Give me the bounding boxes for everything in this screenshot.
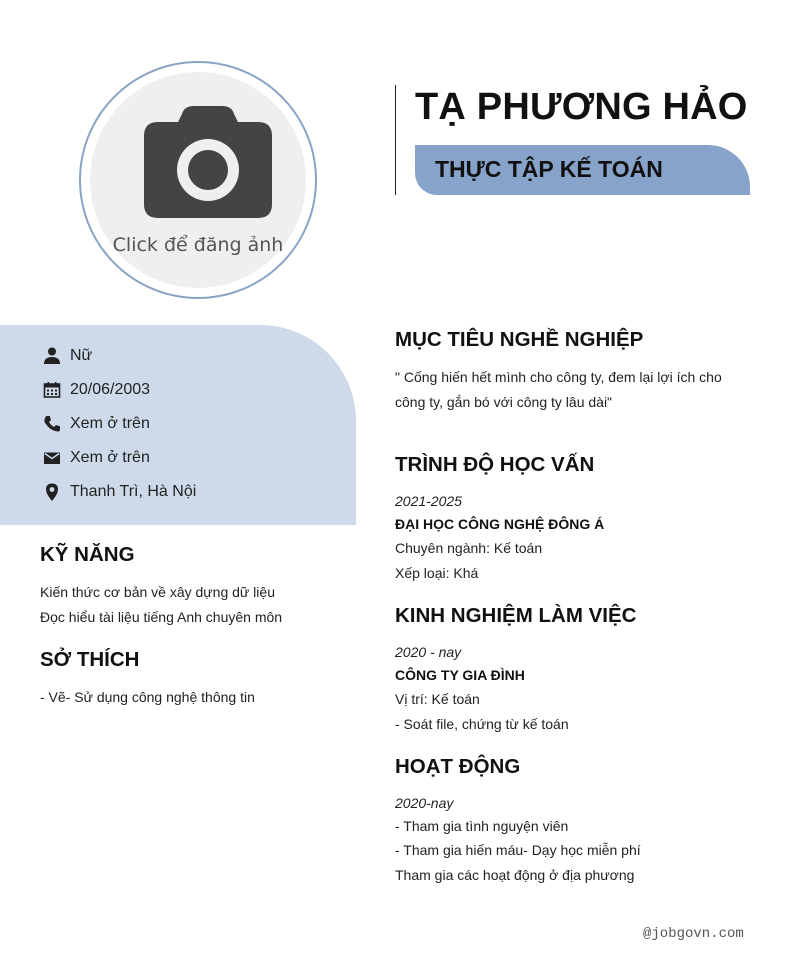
- phone-icon: [42, 414, 62, 434]
- education-title: TRÌNH ĐỘ HỌC VẤN: [395, 453, 595, 476]
- experience-line: - Soát file, chứng từ kế toán: [395, 716, 569, 732]
- experience-line: Vị trí: Kế toán: [395, 691, 480, 707]
- objective-text: " Cống hiến hết mình cho công ty, đem lại lợi ích cho công ty, gắn bó với công ty lâu dài": [395, 369, 722, 410]
- experience-period: 2020 - nay: [395, 644, 462, 660]
- avatar-upload[interactable]: [79, 61, 317, 299]
- experience-company: CÔNG TY GIA ĐÌNH: [395, 667, 525, 683]
- phone-value: Xem ở trên: [70, 415, 150, 432]
- skill-item: Đọc hiểu tài liệu tiếng Anh chuyên môn: [40, 609, 283, 625]
- contact-panel: [0, 325, 356, 525]
- activity-item: Tham gia các hoạt động ở địa phương: [395, 867, 635, 883]
- camera-icon: [142, 104, 274, 224]
- header-divider: [395, 85, 396, 195]
- education-school: ĐẠI HỌC CÔNG NGHỆ ĐÔNG Á: [395, 516, 605, 532]
- contact-email: [42, 447, 150, 469]
- education-period: 2021-2025: [395, 493, 462, 509]
- education-line: Chuyên ngành: Kế toán: [395, 540, 543, 556]
- position-title: THỰC TẬP KẾ TOÁN: [435, 156, 663, 182]
- email-value: Xem ở trên: [70, 449, 150, 466]
- address-value: Thanh Trì, Hà Nội: [70, 483, 197, 500]
- contact-gender: [42, 345, 92, 367]
- contact-phone: [42, 413, 150, 435]
- calendar-icon: [42, 380, 62, 400]
- skill-item: Kiến thức cơ bản về xây dựng dữ liệu: [40, 584, 275, 600]
- position-banner: [415, 145, 750, 195]
- education-line: Xếp loại: Khá: [395, 565, 479, 581]
- experience-title: KINH NGHIỆM LÀM VIỆC: [395, 604, 637, 627]
- skills-title: KỸ NĂNG: [40, 543, 135, 566]
- activities-title: HOẠT ĐỘNG: [395, 755, 521, 778]
- birthday-value: 20/06/2003: [70, 381, 151, 398]
- photo-caption[interactable]: Click để đăng ảnh: [112, 234, 284, 256]
- hobby-item: - Vẽ- Sử dụng công nghệ thông tin: [40, 689, 255, 705]
- mail-icon: [42, 448, 62, 468]
- avatar-placeholder[interactable]: [90, 72, 306, 288]
- contact-address: [42, 481, 196, 503]
- person-icon: [42, 346, 62, 366]
- contact-birthday: [42, 379, 150, 401]
- activity-item: - Tham gia hiến máu- Dạy học miễn phí: [395, 842, 641, 858]
- watermark: @jobgovn.com: [643, 926, 744, 942]
- candidate-name: TẠ PHƯƠNG HẢO: [415, 86, 748, 128]
- activity-item: - Tham gia tình nguyện viên: [395, 818, 569, 834]
- objective-title: MỤC TIÊU NGHỀ NGHIỆP: [395, 328, 644, 351]
- hobbies-title: SỞ THÍCH: [40, 648, 140, 671]
- activities-period: 2020-nay: [395, 795, 454, 811]
- gender-value: Nữ: [70, 347, 93, 364]
- location-pin-icon: [42, 482, 62, 502]
